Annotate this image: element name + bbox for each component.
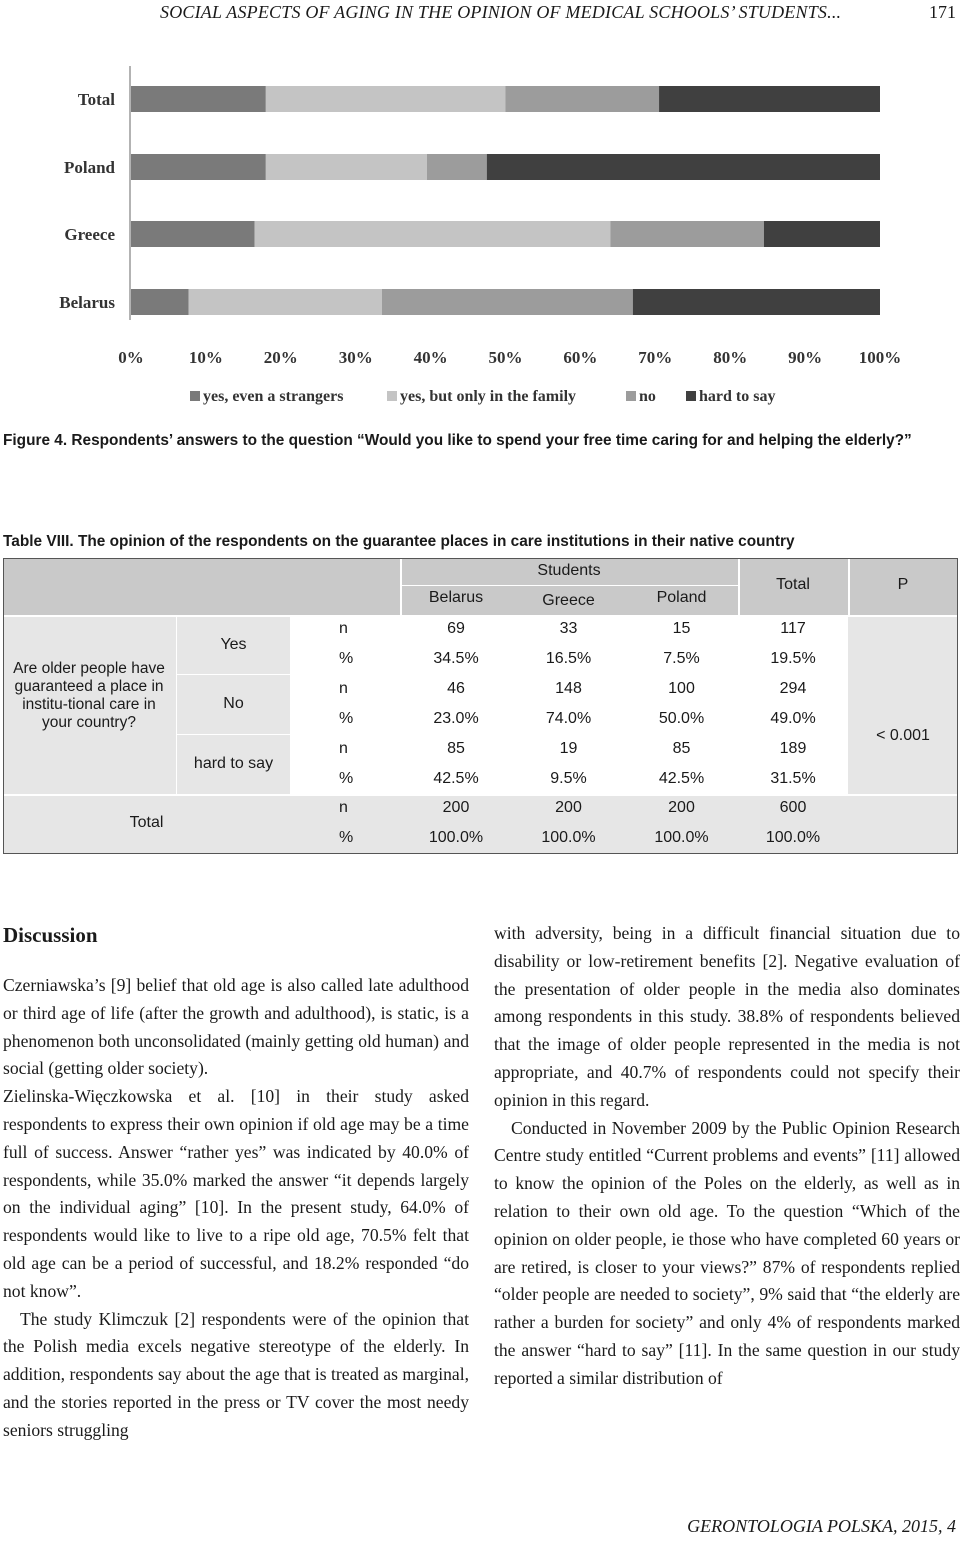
legend-swatch [190,391,200,401]
bar-segment [487,154,880,180]
discussion-paragraph: Conducted in November 2009 by the Public Opinion Research Centre study entitled “Current problems and events” [11] allowed to know the opinion of the Poles on the elderly, as well as in relation to their own old age. To the question “Which of the opinion on older people, ie those who have completed 60 years or are retired, is closer to your views?” 87% of respondents replied “older people are needed to society”, 9% said that “the elderly are rather a burden for society” and only 4% of respondents marked the answer “hard to say” [11]. In the same question in our study reported a similar distribution of [494,1117,960,1388]
category-label: Greece [64,225,115,244]
x-tick-label: 30% [338,348,373,367]
answer-label-no: No [223,695,244,712]
legend-swatch [626,391,636,401]
category-label: Poland [63,158,115,177]
bar-segment [189,289,382,315]
discussion-left-column [3,920,469,1445]
discussion-paragraph: Czerniawska’s [9] belief that old age is also called late adulthood or third age of life (after the growth and adulthood), is static, is a phenomenon both unconsolidated (mainly getting old human) and social (getting older society). [3,975,469,1079]
table-cell: 42.5% [433,770,479,787]
legend-label: hard to say [699,388,776,405]
table-cell: 7.5% [663,650,700,667]
table-cell: 16.5% [545,650,592,667]
running-foot: GERONTOLOGIA POLSKA, 2015, 4 [687,1516,956,1536]
table-cell: 85 [447,740,465,757]
legend-label: no [639,388,656,405]
stat-label: n [339,620,348,637]
stat-label: n [339,799,348,816]
table-cell: 31.5% [770,770,816,787]
table-cell: 50.0% [658,710,705,727]
discussion-right-column [494,920,960,1393]
x-tick-label: 100% [858,348,902,367]
bar-segment [131,86,266,112]
bar-segment [266,154,427,180]
legend-label: yes, but only in the family [400,388,577,405]
students-header: Students [537,562,601,579]
table-cell: 15 [672,620,691,637]
table-border-right [957,558,958,854]
bar-segment [382,289,633,315]
table-cell: 200 [668,799,695,816]
bar-segment [506,86,660,112]
table-cell: 100.0% [428,829,484,846]
country-header-belarus: Belarus [428,589,484,606]
table-cell: 49.0% [770,710,816,727]
p-header: P [897,576,909,593]
stat-label: n [339,740,348,757]
table-cell: 19.5% [770,650,816,667]
table-cell: 100.0% [654,829,709,846]
table-cell: 148 [555,680,582,697]
x-tick-label: 50% [488,348,523,367]
table-cell: 200 [555,799,582,816]
stub-row-divider-2 [177,734,290,735]
question-label: Are older people have guaranteed a place in institu-tional care in your country? [13,660,165,731]
students-divider [400,585,738,586]
stat-label: % [339,710,354,727]
table-cell: 69 [447,620,465,637]
bar-segment [131,154,266,180]
discussion-paragraph: The study Klimczuk [2] respondents were of the opinion that the Polish media excels negative stereotype of the elderly. In addition, respondents say about the age that is treated as marginal, and the stories reported in the press or TV cover the most needy seniors struggling [3,1308,469,1440]
table-cell: 9.5% [550,770,587,787]
stat-label: % [339,770,354,787]
bar-segment [255,221,611,247]
running-head-title: SOCIAL ASPECTS OF AGING IN THE OPINION OF MEDICAL SCHOOLS’ STUDENTS... [160,2,842,22]
x-tick-label: 70% [638,348,673,367]
total-header: Total [776,576,810,593]
category-label: Belarus [59,293,115,312]
table-border-bottom [3,853,958,854]
table-cell: 100.0% [765,829,821,846]
country-header-greece: Greece [542,592,595,609]
bar-segment [610,221,764,247]
stat-label: % [339,829,354,846]
discussion-paragraph: with adversity, being in a difficult financial situation due to disability or low-retirement benefits [2]. Negative evaluation of the presentation of older people in the media also dominates among respondents in this study. 38.8% of respondents believed that the image of older people represented in the media is not appropriate, and 40.7% of respondents could not specify their opinion in this regard. [494,923,960,1110]
header-divider [3,615,958,617]
table-cell: 200 [442,799,470,816]
table-cell: 34.5% [433,650,479,667]
x-tick-label: 60% [563,348,598,367]
discussion-paragraph: Zielinska-Więczkowska et al. [10] in their study asked respondents to express their own opinion if old age may be a time full of success. Answer “rather yes” was indicated by 40.0% of respondents, while 35.0% marked the answer “it depends largely on the individual aging” [10]. In the present study, 64.0% of respondents would like to live to a ripe old age, 70.5% felt that old age can be a period of successful, and 18.2% responded “do not know”. [3,1086,469,1301]
total-row-label: Total [129,814,164,831]
bar-segment [266,86,506,112]
table-cell: 100.0% [541,829,596,846]
stat-label: % [339,650,354,667]
table-cell: 46 [447,680,465,697]
opinion-table [3,558,958,854]
stub-row-divider-1 [177,674,290,675]
legend-swatch [387,391,397,401]
bar-segment [131,221,255,247]
table-cell: 100 [668,680,695,697]
p-value: < 0.001 [876,727,930,744]
table-border-left [3,558,4,854]
discussion-heading: Discussion [3,923,98,947]
bar-segment [131,289,189,315]
x-tick-label: 0% [118,348,144,367]
table-cell: 600 [779,799,807,816]
table-cell: 19 [559,740,578,757]
total-divider [3,794,958,796]
stat-label: n [339,680,348,697]
page-number: 171 [929,2,956,22]
x-tick-label: 40% [413,348,448,367]
category-label: Total [77,90,115,109]
table-title: Table VIII. The opinion of the respondents on the guarantee places in care institutions in their native country [3,533,795,550]
answer-label-hard-to-say: hard to say [193,755,274,772]
stacked-bar-chart [0,50,960,420]
table-cell: 117 [780,620,806,637]
x-tick-label: 10% [188,348,223,367]
x-tick-label: 20% [263,348,298,367]
x-tick-label: 90% [788,348,823,367]
table-cell: 42.5% [658,770,705,787]
country-header-poland: Poland [656,589,707,606]
table-cell: 85 [672,740,691,757]
table-cell: 33 [559,620,578,637]
answer-label-yes: Yes [220,636,247,653]
bar-segment [633,289,880,315]
bar-segment [659,86,880,112]
bar-segment [427,154,487,180]
legend-swatch [686,391,696,401]
figure-caption: Figure 4. Respondents’ answers to the question “Would you like to spend your free time caring for and helping the elderly?” [3,432,912,449]
table-border-top [3,558,958,559]
legend-label: yes, even a strangers [203,388,344,405]
table-cell: 23.0% [433,710,479,727]
running-head [0,0,960,26]
table-cell: 74.0% [545,710,592,727]
table-cell: 189 [779,740,807,757]
x-tick-label: 80% [713,348,748,367]
table-cell: 294 [779,680,807,697]
bar-segment [764,221,880,247]
